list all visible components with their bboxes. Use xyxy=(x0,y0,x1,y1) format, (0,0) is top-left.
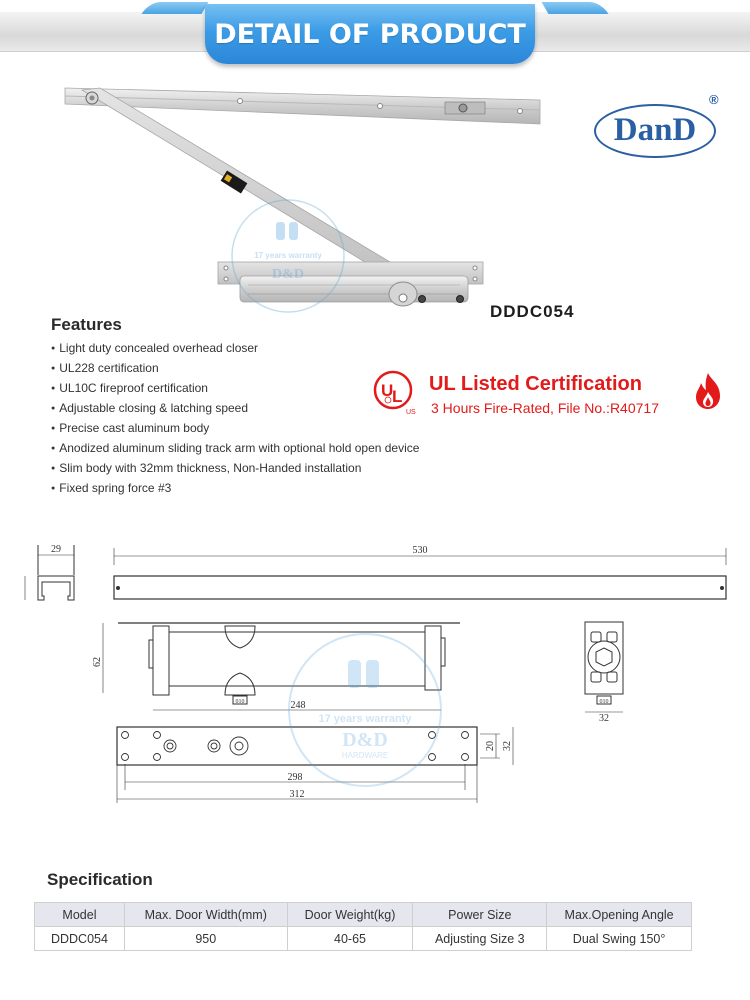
svg-text:L: L xyxy=(392,387,403,406)
ul-subtitle: 3 Hours Fire-Rated, File No.:R40717 xyxy=(431,400,659,416)
ul-certification xyxy=(373,370,723,420)
cell-model: DDDC054 xyxy=(35,927,125,951)
svg-text:62: 62 xyxy=(92,657,103,667)
cell-power-size: Adjusting Size 3 xyxy=(413,927,547,951)
header-power-size: Power Size xyxy=(413,903,547,927)
cell-door-weight: 40-65 xyxy=(287,927,413,951)
features-list xyxy=(51,341,419,501)
specification-table xyxy=(34,902,692,951)
svg-text:20: 20 xyxy=(485,741,496,751)
svg-text:17 years warranty: 17 years warranty xyxy=(254,251,322,260)
feature-item: ● Light duty concealed overhead closer xyxy=(51,341,419,361)
header-model: Model xyxy=(35,903,125,927)
ul-listed-icon xyxy=(373,370,418,415)
feature-item: ● Adjustable closing & latching speed xyxy=(51,401,419,421)
svg-text:29: 29 xyxy=(51,544,61,555)
svg-text:32: 32 xyxy=(599,713,609,724)
model-number: DDDC054 xyxy=(490,302,575,321)
feature-item: ● Fixed spring force #3 xyxy=(51,481,419,501)
header-max-door-width: Max. Door Width(mm) xyxy=(124,903,287,927)
logo-text: DanD xyxy=(613,112,697,148)
ribbon-fold-right xyxy=(542,2,609,14)
table-header-row xyxy=(35,903,692,927)
svg-text:010: 010 xyxy=(235,699,245,705)
svg-text:HARDWARE: HARDWARE xyxy=(341,751,389,760)
features-heading: Features xyxy=(51,315,122,334)
cell-max-door-width: 950 xyxy=(124,927,287,951)
svg-text:248: 248 xyxy=(290,700,306,711)
technical-drawing xyxy=(0,530,750,850)
feature-item: ● UL228 certification xyxy=(51,361,419,381)
feature-item: ● Slim body with 32mm thickness, Non-Handed installation xyxy=(51,461,419,481)
fire-icon xyxy=(693,372,723,410)
svg-text:312: 312 xyxy=(289,789,305,800)
svg-text:D&D: D&D xyxy=(272,267,304,282)
svg-text:U: U xyxy=(381,381,394,400)
svg-text:530: 530 xyxy=(412,545,428,556)
specification-heading: Specification xyxy=(47,870,153,889)
svg-text:D&D: D&D xyxy=(342,729,388,751)
ribbon-face xyxy=(205,4,535,64)
svg-text:17 years warranty: 17 years warranty xyxy=(318,713,412,725)
header-max-opening-angle: Max.Opening Angle xyxy=(547,903,692,927)
ul-title: UL Listed Certification xyxy=(429,373,642,395)
table-row xyxy=(35,927,692,951)
feature-item: ● Anodized aluminum sliding track arm with optional hold open device xyxy=(51,441,419,461)
svg-text:298: 298 xyxy=(287,772,303,783)
banner-ribbon xyxy=(145,2,605,68)
brand-logo xyxy=(594,104,716,158)
product-image xyxy=(60,80,560,320)
banner-title: DETAIL OF PRODUCT xyxy=(214,18,526,50)
ribbon-fold-left xyxy=(142,2,209,14)
svg-text:010: 010 xyxy=(599,699,609,705)
svg-text:US: US xyxy=(406,409,416,415)
feature-item: ● UL10C fireproof certification xyxy=(51,381,419,401)
feature-item: ● Precise cast aluminum body xyxy=(51,421,419,441)
svg-text:32: 32 xyxy=(502,741,513,751)
registered-mark: ® xyxy=(709,92,719,107)
cell-max-opening-angle: Dual Swing 150° xyxy=(547,927,692,951)
header-door-weight: Door Weight(kg) xyxy=(287,903,413,927)
